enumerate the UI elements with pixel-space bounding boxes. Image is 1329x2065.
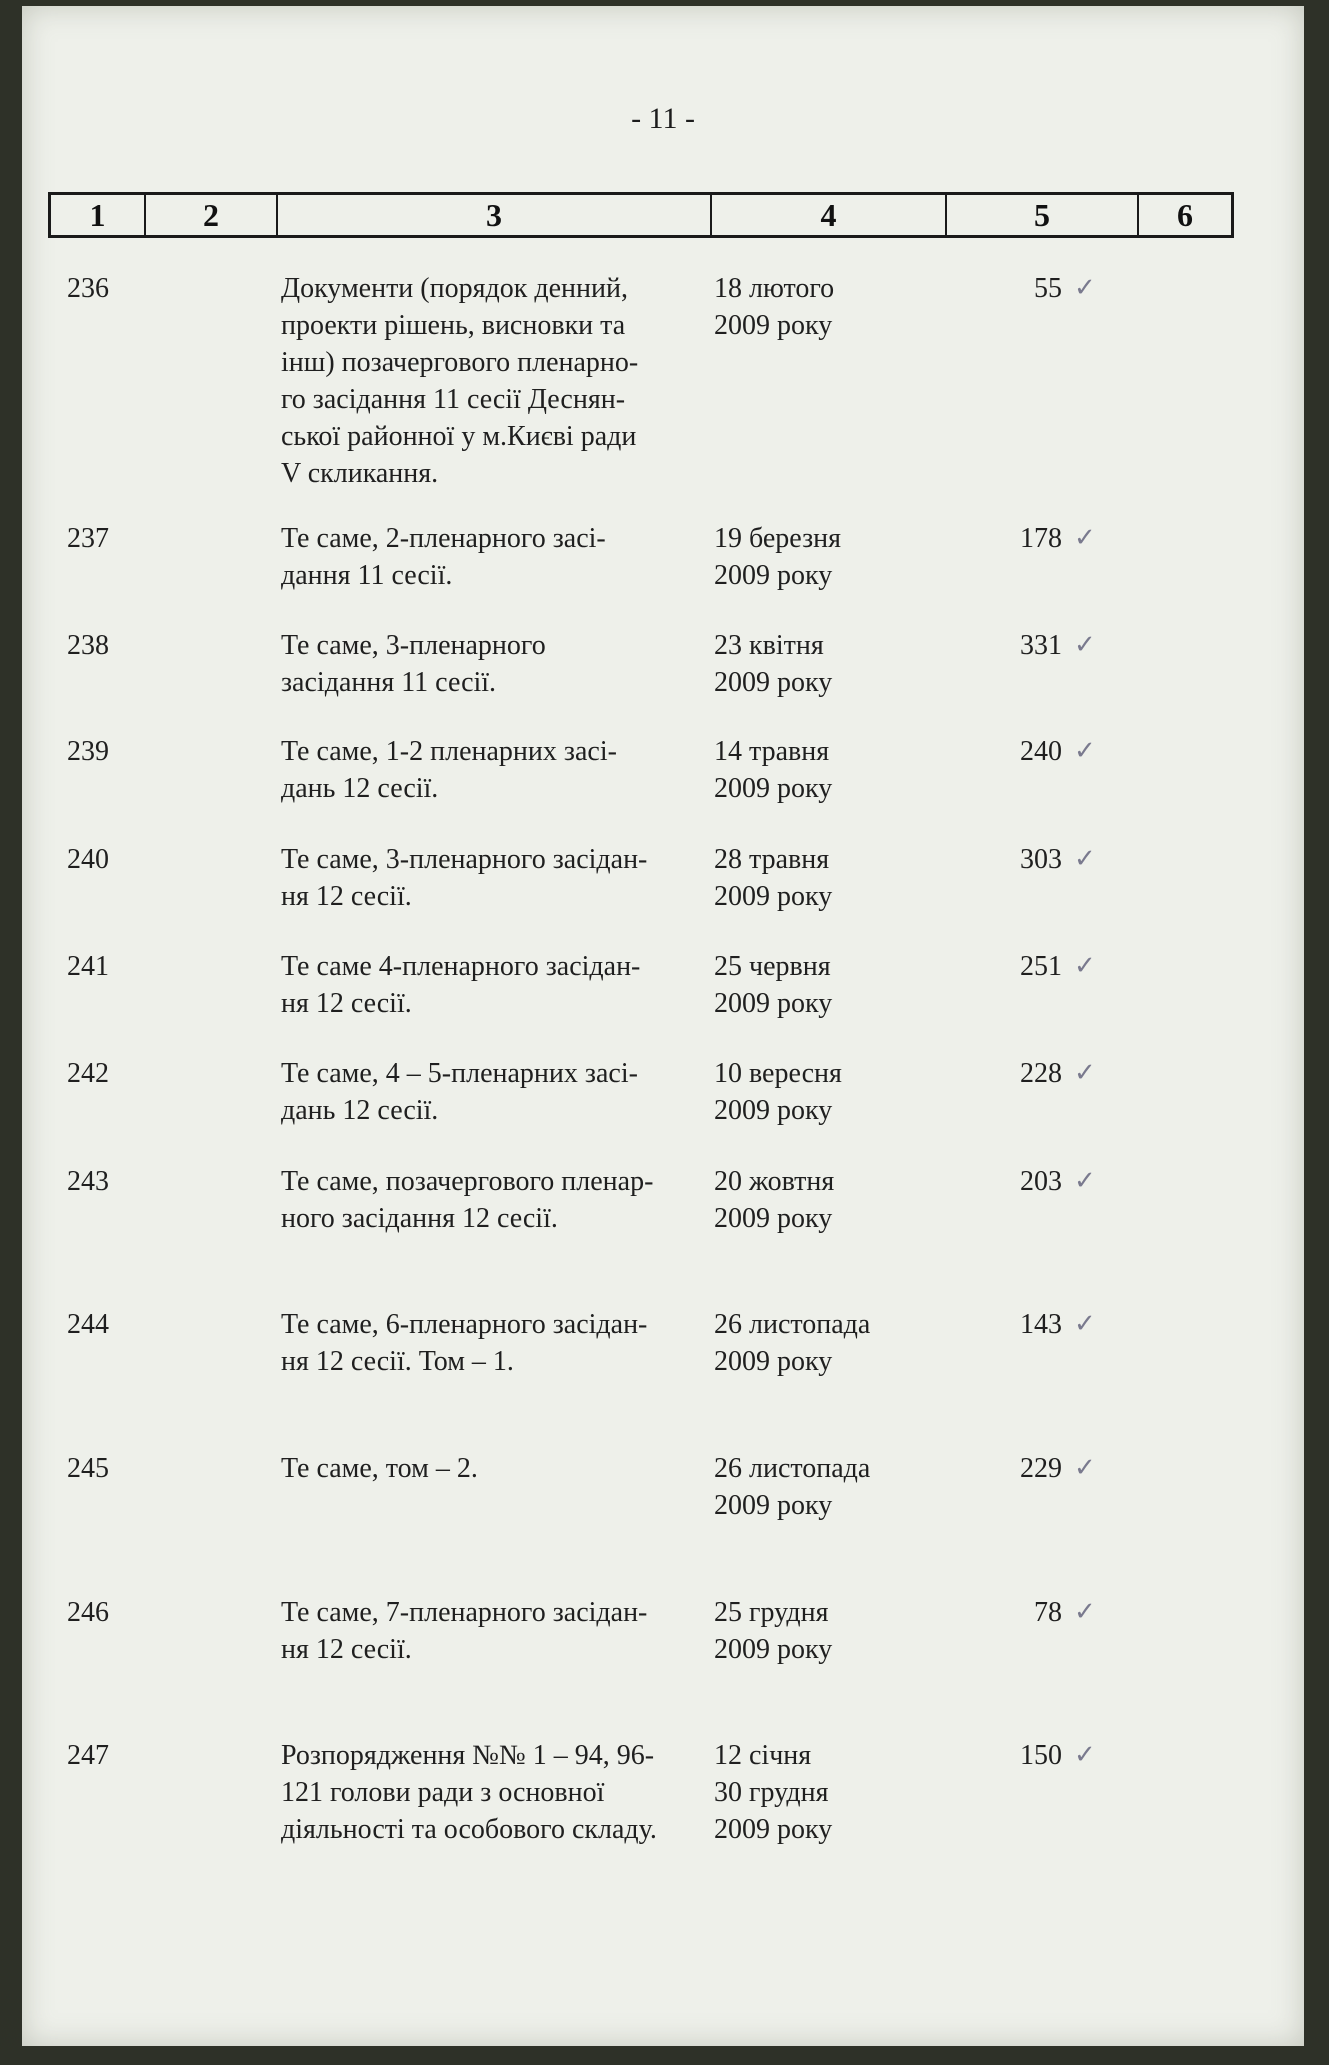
row-date: 25 червня 2009 року — [714, 951, 833, 1019]
row-description: Документи (порядок денний, проекти рішень, висновки та інш) позачергового пленарно- го засідання 11 сесії Деснян- ської районної у м.Києві ради V скликання. — [281, 273, 639, 489]
row-date: 25 грудня 2009 року — [714, 1597, 833, 1665]
document-page — [22, 6, 1304, 2046]
check-mark-icon: ✓ — [1074, 1166, 1096, 1196]
row-date: 14 травня 2009 року — [714, 736, 833, 804]
row-date: 10 вересня 2009 року — [714, 1058, 842, 1126]
row-number: 243 — [67, 1166, 109, 1197]
row-number: 246 — [67, 1597, 109, 1628]
row-number: 242 — [67, 1058, 109, 1089]
row-description: Те саме, 6-пленарного засідан- ня 12 сесії. Том – 1. — [281, 1309, 648, 1377]
check-mark-icon: ✓ — [1074, 1597, 1096, 1627]
row-date: 26 листопада 2009 року — [714, 1453, 871, 1521]
row-date: 23 квітня 2009 року — [714, 630, 833, 698]
row-pages: 178 — [1020, 523, 1062, 554]
table-header — [48, 192, 1234, 238]
row-number: 247 — [67, 1740, 109, 1771]
column-header-5: 5 — [947, 195, 1139, 235]
row-date: 12 січня 30 грудня 2009 року — [714, 1740, 833, 1845]
row-description: Те саме 4-пленарного засідан- ня 12 сесії. — [281, 951, 641, 1019]
row-description: Те саме, 3-пленарного засідан- ня 12 сесії. — [281, 844, 648, 912]
check-mark-icon: ✓ — [1074, 1309, 1096, 1339]
row-description: Розпорядження №№ 1 – 94, 96- 121 голови ради з основної діяльності та особового складу. — [281, 1740, 657, 1845]
row-pages: 143 — [1020, 1309, 1062, 1340]
row-date: 18 лютого 2009 року — [714, 273, 835, 341]
row-pages: 150 — [1020, 1740, 1062, 1771]
check-mark-icon: ✓ — [1074, 1453, 1096, 1483]
row-pages: 55 — [1034, 273, 1062, 304]
row-description: Те саме, позачергового пленар- ного засідання 12 сесії. — [281, 1166, 654, 1234]
row-pages: 251 — [1020, 951, 1062, 982]
row-number: 241 — [67, 951, 109, 982]
check-mark-icon: ✓ — [1074, 630, 1096, 660]
check-mark-icon: ✓ — [1074, 523, 1096, 553]
row-pages: 331 — [1020, 630, 1062, 661]
row-pages: 78 — [1034, 1597, 1062, 1628]
row-description: Те саме, 3-пленарного засідання 11 сесії. — [281, 630, 546, 698]
row-description: Те саме, 7-пленарного засідан- ня 12 сесії. — [281, 1597, 648, 1665]
row-pages: 240 — [1020, 736, 1062, 767]
row-number: 236 — [67, 273, 109, 304]
row-date: 26 листопада 2009 року — [714, 1309, 871, 1377]
row-number: 245 — [67, 1453, 109, 1484]
column-header-2: 2 — [146, 195, 278, 235]
row-description: Те саме, 2-пленарного засі- дання 11 сесії. — [281, 523, 606, 591]
row-pages: 228 — [1020, 1058, 1062, 1089]
check-mark-icon: ✓ — [1074, 1740, 1096, 1770]
row-number: 238 — [67, 630, 109, 661]
check-mark-icon: ✓ — [1074, 273, 1096, 303]
row-description: Те саме, том – 2. — [281, 1453, 478, 1484]
row-description: Те саме, 4 – 5-пленарних засі- дань 12 сесії. — [281, 1058, 638, 1126]
column-header-6: 6 — [1177, 196, 1193, 233]
check-mark-icon: ✓ — [1074, 736, 1096, 766]
row-pages: 229 — [1020, 1453, 1062, 1484]
row-pages: 203 — [1020, 1166, 1062, 1197]
row-description: Те саме, 1-2 пленарних засі- дань 12 сесії. — [281, 736, 617, 804]
row-date: 19 березня 2009 року — [714, 523, 841, 591]
row-pages: 303 — [1020, 844, 1062, 875]
row-number: 239 — [67, 736, 109, 767]
row-date: 20 жовтня 2009 року — [714, 1166, 835, 1234]
check-mark-icon: ✓ — [1074, 951, 1096, 981]
page-number: - 11 - — [631, 102, 695, 135]
column-header-1: 1 — [51, 195, 146, 235]
row-date: 28 травня 2009 року — [714, 844, 833, 912]
check-mark-icon: ✓ — [1074, 844, 1096, 874]
row-number: 244 — [67, 1309, 109, 1340]
column-header-3: 3 — [278, 195, 712, 235]
row-number: 237 — [67, 523, 109, 554]
check-mark-icon: ✓ — [1074, 1058, 1096, 1088]
column-header-4: 4 — [712, 195, 947, 235]
row-number: 240 — [67, 844, 109, 875]
